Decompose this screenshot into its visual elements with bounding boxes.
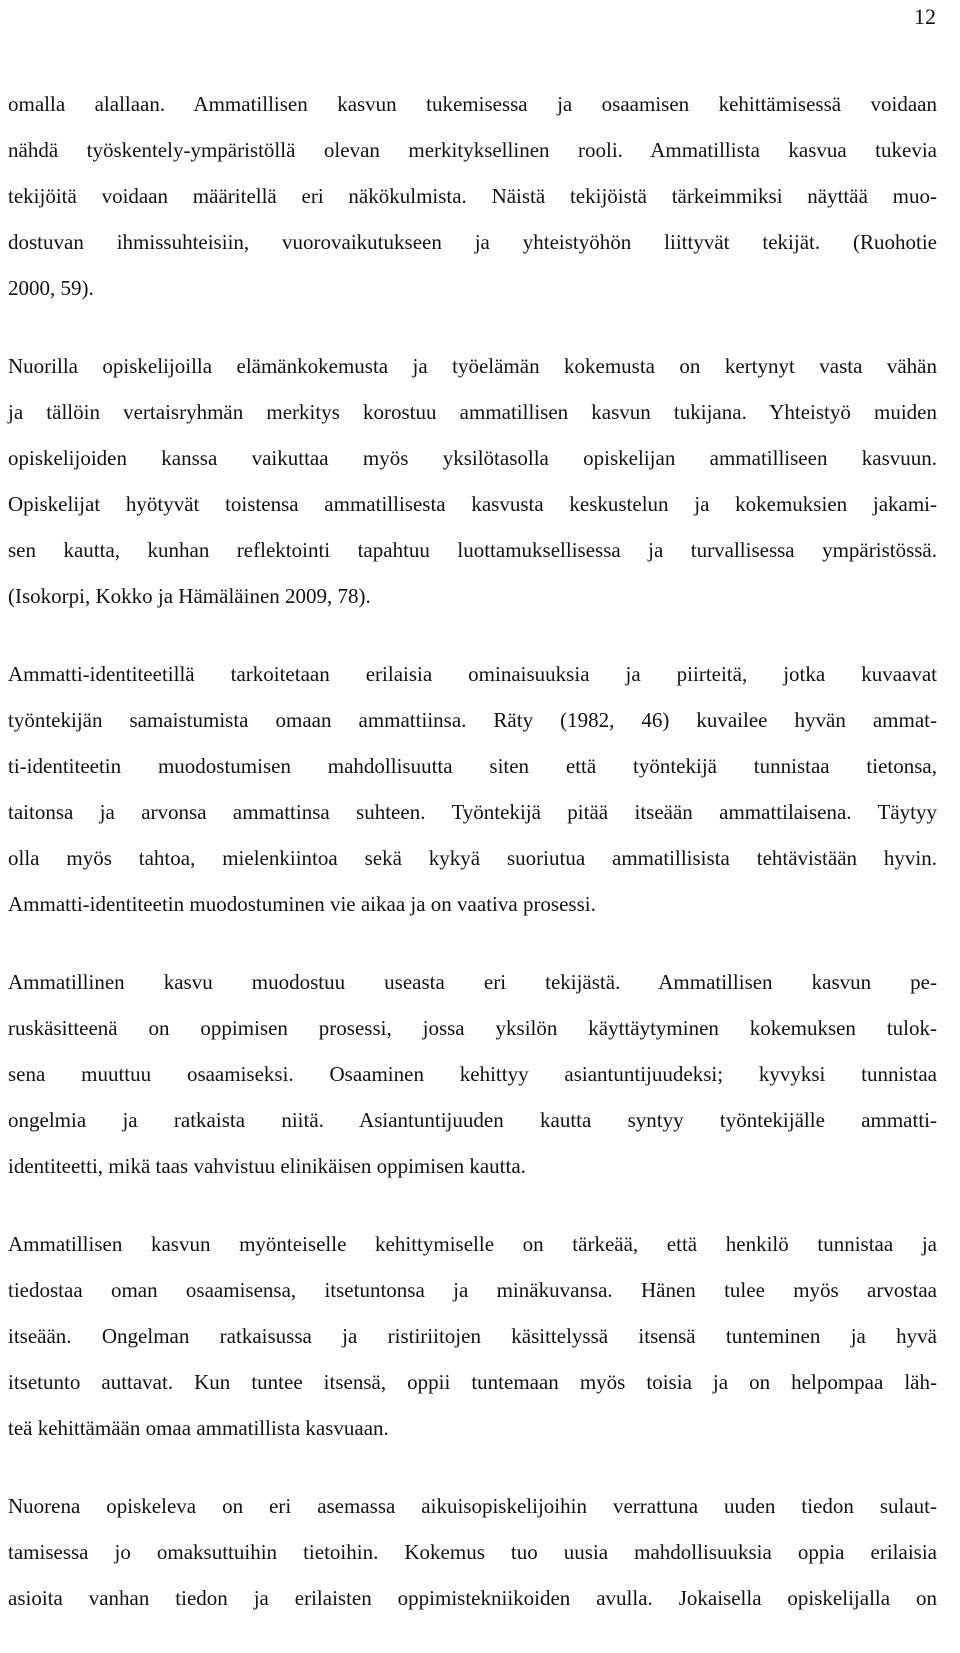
text-line: asioita vanhan tiedon ja erilaisten oppimistekniikoiden avulla. Jokaisella opiskelijalla on (8, 1586, 937, 1610)
text-line: opiskelijoiden kanssa vaikuttaa myös yksilötasolla opiskelijan ammatilliseen kasvuun. (8, 446, 937, 470)
text-line: identiteetti, mikä taas vahvistuu elinikäisen oppimisen kautta. (8, 1154, 526, 1178)
text-line: tiedostaa oman osaamisensa, itsetuntonsa ja minäkuvansa. Hänen tulee myös arvostaa (8, 1278, 937, 1302)
text-line: omalla alallaan. Ammatillisen kasvun tukemisessa ja osaamisen kehittämisessä voidaan (8, 92, 937, 116)
text-line: ruskäsitteenä on oppimisen prosessi, jossa yksilön käyttäytyminen kokemuksen tulok- (8, 1016, 937, 1040)
text-line: ongelmia ja ratkaista niitä. Asiantuntijuuden kautta syntyy työntekijälle ammatti- (8, 1108, 937, 1132)
text-line: (Isokorpi, Kokko ja Hämäläinen 2009, 78). (8, 584, 371, 608)
text-line: itseään. Ongelman ratkaisussa ja ristiriitojen käsittelyssä itsensä tunteminen ja hyvä (8, 1324, 937, 1348)
text-line: Nuorena opiskeleva on eri asemassa aikuisopiskelijoihin verrattuna uuden tiedon sulaut- (8, 1494, 937, 1518)
text-line: Ammatillisen kasvun myönteiselle kehittymiselle on tärkeää, että henkilö tunnistaa ja (8, 1232, 937, 1256)
text-line: teä kehittämään omaa ammatillista kasvuaan. (8, 1416, 389, 1440)
text-line: taitonsa ja arvonsa ammattinsa suhteen. Työntekijä pitää itseään ammattilaisena. Täytyy (8, 800, 937, 824)
text-line: ja tällöin vertaisryhmän merkitys korostuu ammatillisen kasvun tukijana. Yhteistyö muiden (8, 400, 937, 424)
text-line: nähdä työskentely-ympäristöllä olevan merkityksellinen rooli. Ammatillista kasvua tukevia (8, 138, 937, 162)
text-line: Ammatillinen kasvu muodostuu useasta eri tekijästä. Ammatillisen kasvun pe- (8, 970, 937, 994)
text-line: Nuorilla opiskelijoilla elämänkokemusta ja työelämän kokemusta on kertynyt vasta vähän (8, 354, 937, 378)
paragraph-2 (8, 343, 937, 619)
text-line: ti-identiteetin muodostumisen mahdollisuutta siten että työntekijä tunnistaa tietonsa, (8, 754, 937, 778)
paragraph-3 (8, 651, 937, 927)
text-line: sena muuttuu osaamiseksi. Osaaminen kehittyy asiantuntijuudeksi; kyvyksi tunnistaa (8, 1062, 937, 1086)
text-line: olla myös tahtoa, mielenkiintoa sekä kykyä suoriutua ammatillisista tehtävistään hyvin. (8, 846, 937, 870)
text-line: sen kautta, kunhan reflektointi tapahtuu luottamuksellisessa ja turvallisessa ympäristössä. (8, 538, 937, 562)
page-number: 12 (914, 4, 936, 29)
text-line: dostuvan ihmissuhteisiin, vuorovaikutukseen ja yhteistyöhön liittyvät tekijät. (Ruohotie (8, 230, 937, 254)
paragraph-6 (8, 1483, 937, 1621)
text-line: tamisessa jo omaksuttuihin tietoihin. Kokemus tuo uusia mahdollisuuksia oppia erilaisia (8, 1540, 937, 1564)
text-line: työntekijän samaistumista omaan ammattiinsa. Räty (1982, 46) kuvailee hyvän ammat- (8, 708, 937, 732)
body-text (8, 81, 937, 1653)
paragraph-5 (8, 1221, 937, 1451)
text-line: Opiskelijat hyötyvät toistensa ammatillisesta kasvusta keskustelun ja kokemuksien jakami- (8, 492, 937, 516)
text-line: 2000, 59). (8, 276, 94, 300)
text-line: Ammatti-identiteetin muodostuminen vie aikaa ja on vaativa prosessi. (8, 892, 596, 916)
text-line: tekijöitä voidaan määritellä eri näkökulmista. Näistä tekijöistä tärkeimmiksi näyttää muo- (8, 184, 937, 208)
paragraph-4 (8, 959, 937, 1189)
text-line: Ammatti-identiteetillä tarkoitetaan erilaisia ominaisuuksia ja piirteitä, jotka kuvaavat (8, 662, 937, 686)
text-line: itsetunto auttavat. Kun tuntee itsensä, oppii tuntemaan myös toisia ja on helpompaa läh- (8, 1370, 937, 1394)
paragraph-1 (8, 81, 937, 311)
